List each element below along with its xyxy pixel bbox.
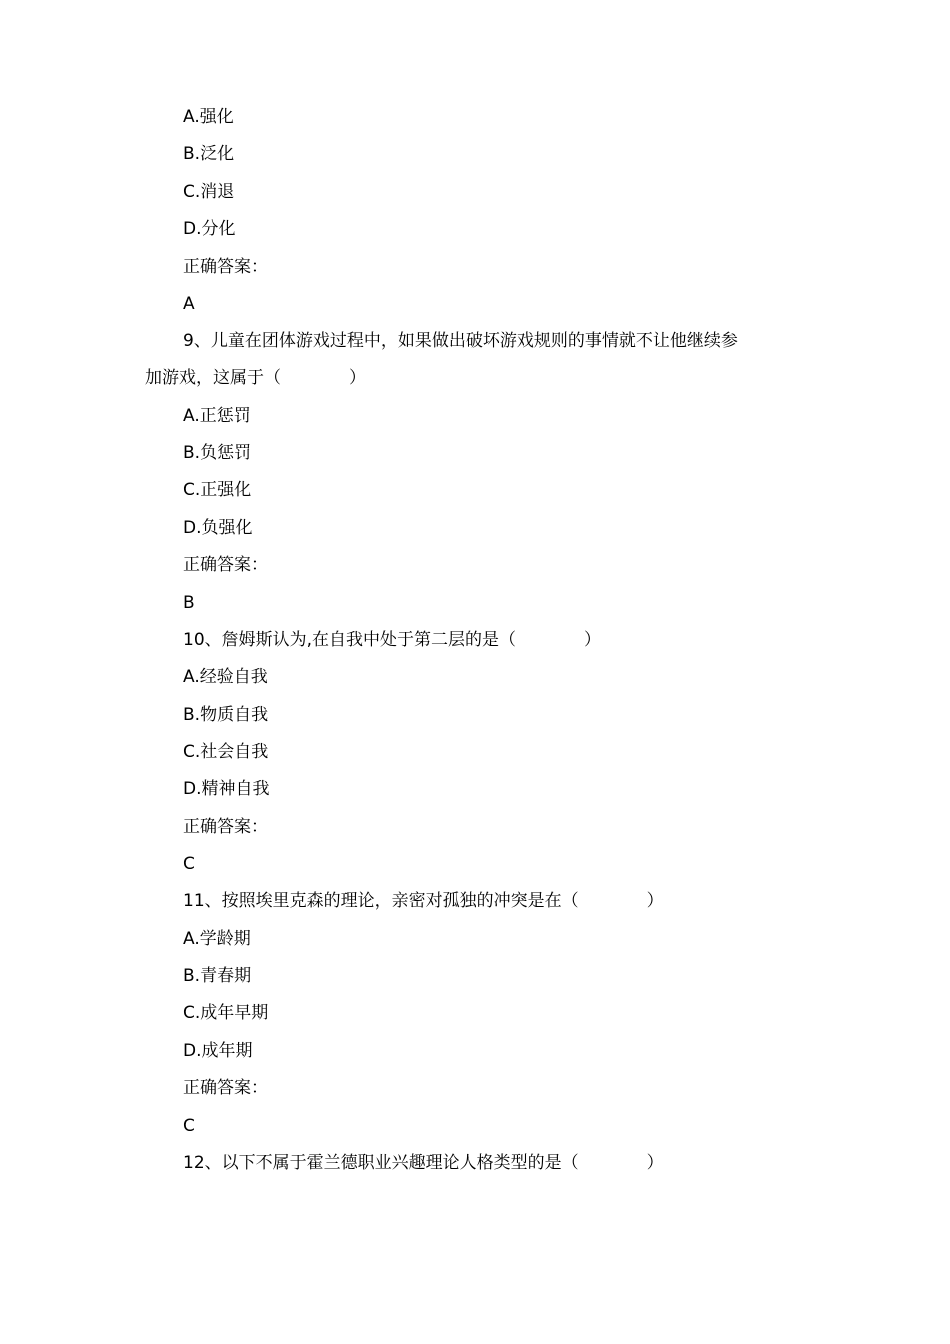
option-d: D.精神自我 bbox=[183, 779, 270, 799]
answer-value: A bbox=[183, 294, 195, 314]
option-b: B.青春期 bbox=[183, 966, 252, 986]
answer-value: C bbox=[183, 854, 195, 874]
option-a: A.正惩罚 bbox=[183, 406, 251, 426]
answer-label: 正确答案： bbox=[183, 257, 268, 277]
answer-label: 正确答案： bbox=[183, 1078, 268, 1098]
option-c: C.成年早期 bbox=[183, 1003, 269, 1023]
option-b: B.物质自我 bbox=[183, 705, 269, 725]
option-c: C.消退 bbox=[183, 182, 235, 202]
option-a: A.经验自我 bbox=[183, 667, 268, 687]
question-stem: 10、詹姆斯认为,在自我中处于第二层的是（ ） bbox=[183, 630, 602, 650]
question-stem: 12、以下不属于霍兰德职业兴趣理论人格类型的是（ ） bbox=[183, 1153, 664, 1173]
option-a: A.学龄期 bbox=[183, 929, 251, 949]
answer-label: 正确答案： bbox=[183, 817, 268, 837]
answer-value: C bbox=[183, 1116, 195, 1136]
answer-label: 正确答案： bbox=[183, 555, 268, 575]
question-stem-continued: 加游戏，这属于（ ） bbox=[145, 368, 366, 388]
question-stem: 11、按照埃里克森的理论，亲密对孤独的冲突是在（ ） bbox=[183, 891, 664, 911]
option-c: C.正强化 bbox=[183, 480, 252, 500]
option-a: A.强化 bbox=[183, 107, 234, 127]
answer-value: B bbox=[183, 593, 195, 613]
option-c: C.社会自我 bbox=[183, 742, 269, 762]
option-d: D.负强化 bbox=[183, 518, 253, 538]
option-d: D.成年期 bbox=[183, 1041, 253, 1061]
option-b: B.负惩罚 bbox=[183, 443, 252, 463]
question-stem: 9、儿童在团体游戏过程中，如果做出破坏游戏规则的事情就不让他继续参 bbox=[183, 331, 738, 351]
option-b: B.泛化 bbox=[183, 144, 235, 164]
option-d: D.分化 bbox=[183, 219, 236, 239]
